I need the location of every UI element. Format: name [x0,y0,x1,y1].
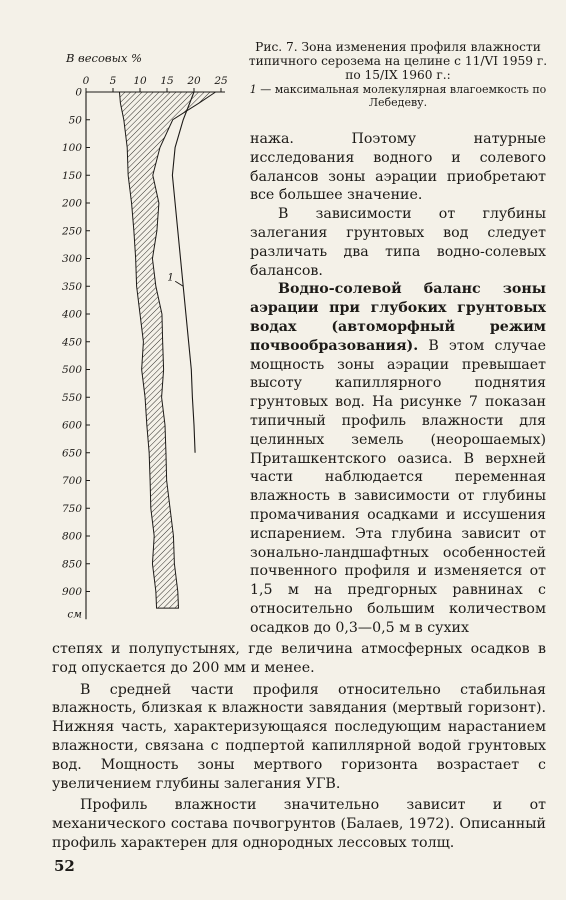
y-tick-label: 700 [61,475,82,487]
y-tick-label: 850 [61,558,82,571]
x-tick-label: 20 [187,75,201,87]
page-number: 52 [54,857,75,875]
y-tick-label: 50 [68,114,82,127]
moisture-variation-band [119,92,215,608]
curve-label-leader [175,281,183,286]
y-tick-label: 350 [61,280,82,293]
section-heading: Водно-солевой баланс зоны аэрации при глубоких грунтовых водах (автоморфный режим почвообразования). [250,281,546,354]
paragraph: степях и полупустынях, где величина атмосферных осадков в год опускается до 200 мм и менее. [52,641,546,676]
paragraph: В средней части профиля относительно стабильная влажность, близкая к влажности завядания (мертвый горизонт). Нижняя часть, характеризующаяся последующим нарастанием влажности, связана с подпертой капиллярной водой грунтовых вод. Мощность зоны мертвого горизонта возрастает с увеличением глубины залегания УГВ. [52,681,546,792]
y-tick-label: 400 [61,308,82,321]
x-tick-label: 15 [160,75,174,87]
y-tick-label: 650 [61,447,82,460]
y-tick-label: 900 [61,586,82,598]
legend-text: — максимальная молекулярная влагоемкость по Лебедеву. [256,83,547,109]
y-tick-label: 250 [61,225,82,238]
x-tick-label: 5 [109,75,117,87]
y-tick-label: 500 [61,364,82,376]
moisture-profile-figure [52,46,242,626]
x-tick-label: 0 [82,75,90,87]
paragraph: В зависимости от глубины залегания грунтовых вод следует различать два типа водно-солевых балансов. [250,206,546,279]
y-tick-label: 100 [61,142,82,154]
y-tick-label: 300 [61,253,82,265]
x-tick-label: 10 [133,75,147,87]
x-axis-label: В весовых % [65,51,143,65]
y-tick-label: 750 [61,502,82,515]
figure-caption [248,40,548,109]
y-tick-label: 550 [61,391,82,404]
y-tick-label: 450 [61,336,82,349]
y-axis-unit: см [67,608,82,621]
right-column-text [250,130,546,638]
y-tick-label: 150 [61,169,82,182]
y-tick-label: 800 [61,530,82,543]
caption-title: Рис. 7. Зона изменения профиля влажности типичного серозема на целине с 11/VI 1959 г. по 15/IX 1960 г.: [248,40,548,82]
paragraph [250,280,546,637]
full-width-text [52,640,546,853]
paragraph-body: В этом случае мощность зоны аэрации превышает высоту капиллярного поднятия грунтовых вод. На рисунке 7 показан типичный профиль влажности для целинных земель (неорошаемых) Приташкентского оазиса. В верхней части наблюдается переменная влажность в зависимости от глубины промачивания осадками и иссушения испарением. Эта глубина зависит от зонально-ландшафтных особенностей почвенного профиля и изменяется от 1,5 м на предгорных равнинах с относительно большим количеством осадков до 0,3—0,5 м в сухих [250,337,546,636]
y-tick-label: 600 [61,419,82,432]
moisture-profile-chart [52,46,242,626]
paragraph: нажа. Поэтому натурные исследования водного и солевого балансов зоны аэрации приобретают все большее значение. [250,131,546,204]
caption-legend [248,84,548,109]
x-tick-label: 25 [214,75,228,87]
curve-label: 1 [167,271,174,284]
series-1-line [172,92,195,453]
y-tick-label: 200 [61,197,82,210]
paragraph: Профиль влажности значительно зависит и от механического состава почвогрунтов (Балаев, 1972). Описанный профиль характерен для однородных лессовых толщ. [52,797,546,851]
legend-number: 1 [249,83,257,96]
y-tick-label: 0 [75,86,82,99]
